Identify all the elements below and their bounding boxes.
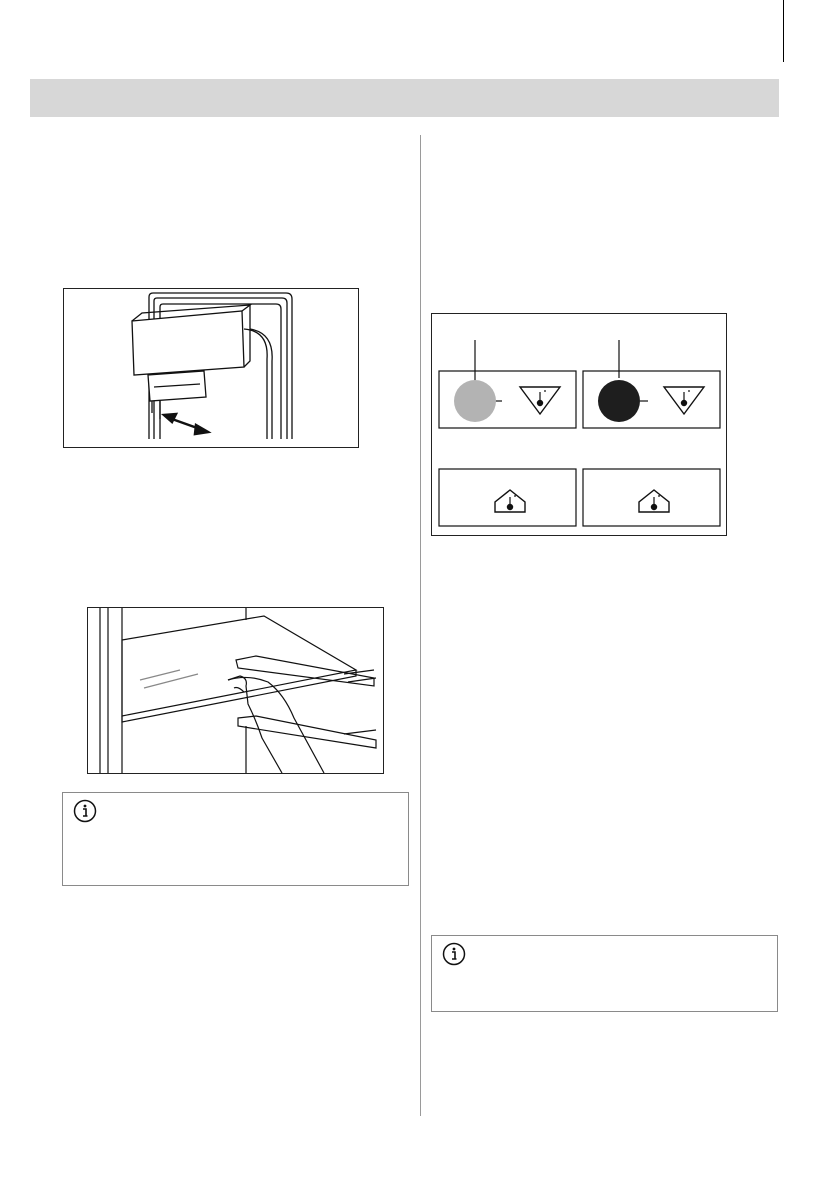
- active-indicator-light: [598, 380, 640, 422]
- info-icon: [73, 799, 97, 828]
- info-note-box: [62, 792, 409, 886]
- info-note-box: [431, 935, 778, 1012]
- page-edge-line: [783, 0, 784, 62]
- section-header-bar: [30, 79, 779, 117]
- indicator-illustration: [432, 314, 726, 535]
- shelf-figure: [87, 607, 384, 774]
- info-icon: [442, 942, 466, 971]
- door-bin-illustration: [64, 289, 358, 447]
- door-bin-figure: [63, 288, 359, 448]
- indicator-figure: [431, 313, 727, 536]
- shelf-illustration: [88, 608, 383, 773]
- column-divider: [420, 135, 421, 1116]
- inactive-indicator-light: [454, 380, 496, 422]
